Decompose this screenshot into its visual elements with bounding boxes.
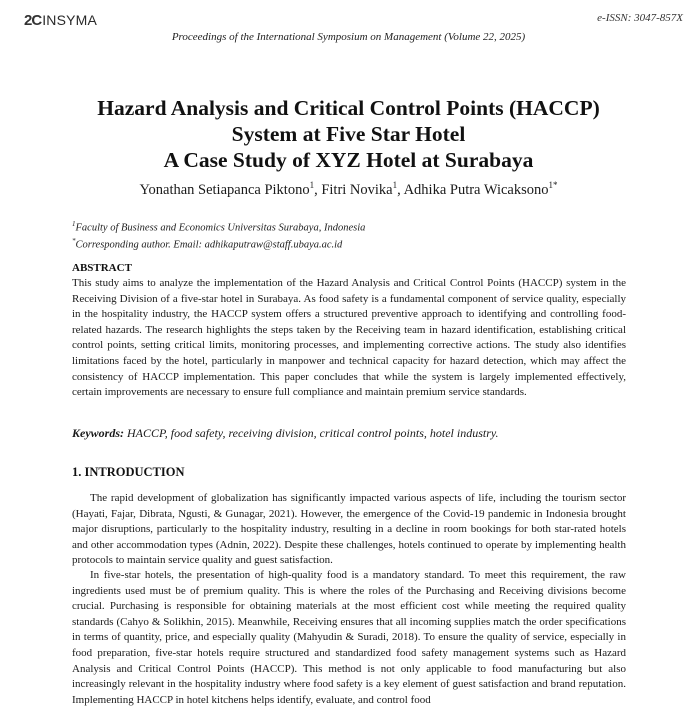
corresponding-author-line <box>72 235 365 252</box>
author-name: Yonathan Setiapanca Piktono <box>139 181 310 198</box>
author-affiliation-mark: 1* <box>548 180 558 190</box>
keywords-label: Keywords: <box>72 426 124 440</box>
affiliation-mark: 1 <box>72 220 76 228</box>
author-affiliation-mark: 1 <box>309 180 315 190</box>
affiliations <box>72 218 365 251</box>
author-separator: , <box>397 181 404 198</box>
proceedings-header: Proceedings of the International Symposium on Management (Volume 22, 2025) <box>171 31 526 43</box>
corresponding-author-text: Corresponding author. Email: adhikaputraw@staff.ubaya.ac.id <box>75 239 343 250</box>
issn-label: e-ISSN: 3047-857X <box>597 12 683 24</box>
affiliation-line <box>72 218 365 235</box>
paper-title <box>0 95 697 173</box>
logo-text: INSYMA <box>42 12 98 28</box>
abstract-text: This study aims to analyze the implementation of the Hazard Analysis and Critical Control Points (HACCP) system in the Receiving Division of a five-star hotel in Surabaya. As food safety is a fundamental component of service quality, especially in the hospitality industry, the HACCP system offers a structured preventive approach to identifying and controlling food-related hazards. The research highlights the steps taken by the Receiving team in hazard identification, establishing critical control points, setting critical limits, monitoring processes, and implementing corrective actions. The study also identifies limitations faced by the hotel, particularly in manpower and technical capacity for hazard detection, which may affect the consistency of HACCP implementation. This paper concludes that while the system is largely implemented effectively, certain improvements are necessary to ensure full compliance and maintain premium service standards. <box>72 277 626 399</box>
intro-paragraph-1: The rapid development of globalization has significantly impacted various aspects of life, including the tourism sector (Hayati, Fajar, Dibrata, Ngusti, & Gunagar, 2021). However, the emergence of the Covid-19 pandemic in Indonesia brought major disruptions, particularly to the hospitality industry, resulting in a decline in room bookings for both star-rated hotels and other accommodation types (Adnin, 2022). Despite these challenges, hotels continued to operate by implementing health protocols to maintain service quality and guest satisfaction. <box>72 492 626 567</box>
author-name: Fitri Novika <box>321 181 393 198</box>
author-name: Adhika Putra Wicaksono <box>403 181 549 198</box>
corresponding-mark: * <box>72 236 76 245</box>
author-list <box>0 180 697 199</box>
affiliation-text: Faculty of Business and Economics Universitas Surabaya, Indonesia <box>75 222 366 234</box>
keywords-list: HACCP, food safety, receiving division, critical control points, hotel industry. <box>127 426 499 440</box>
author-separator: , <box>314 181 322 198</box>
abstract-heading: ABSTRACT <box>72 262 132 274</box>
section-heading-introduction: 1. INTRODUCTION <box>72 465 185 479</box>
logo-mark-icon: 2C <box>24 11 42 29</box>
intro-paragraph-2: In five-star hotels, the presentation of high-quality food is a mandatory standard. To meet this requirement, the raw ingredients used must be of premium quality. This is where the roles of the Purchasing and Receiving divisions become crucial. Purchasing is responsible for obtaining materials at the most efficient cost while meeting the required quality standards (Cahyo & Solikhin, 2015). Meanwhile, Receiving ensures that all incoming supplies match the order specifications in terms of quantity, price, and especially quality (Mahyudin & Suradi, 2018). To ensure the quality of service, especially in food preparation, five-star hotels require structured and standardized food safety management systems such as Hazard Analysis and Critical Control Points (HACCP). This method is not only applicable to food manufacturing but also increasingly relevant in the hospitality industry where food safety is a key element of guest satisfaction and brand reputation. Implementing HACCP in hotel kitchens helps identify, evaluate, and control food <box>72 569 626 706</box>
title-line-3: A Case Study of XYZ Hotel at Surabaya <box>163 148 534 172</box>
title-line-1: Hazard Analysis and Critical Control Points (HACCP) <box>97 96 600 120</box>
keywords <box>72 426 632 441</box>
insyma-logo <box>24 9 97 31</box>
title-line-2: System at Five Star Hotel <box>231 122 466 146</box>
author-affiliation-mark: 1 <box>392 180 398 190</box>
